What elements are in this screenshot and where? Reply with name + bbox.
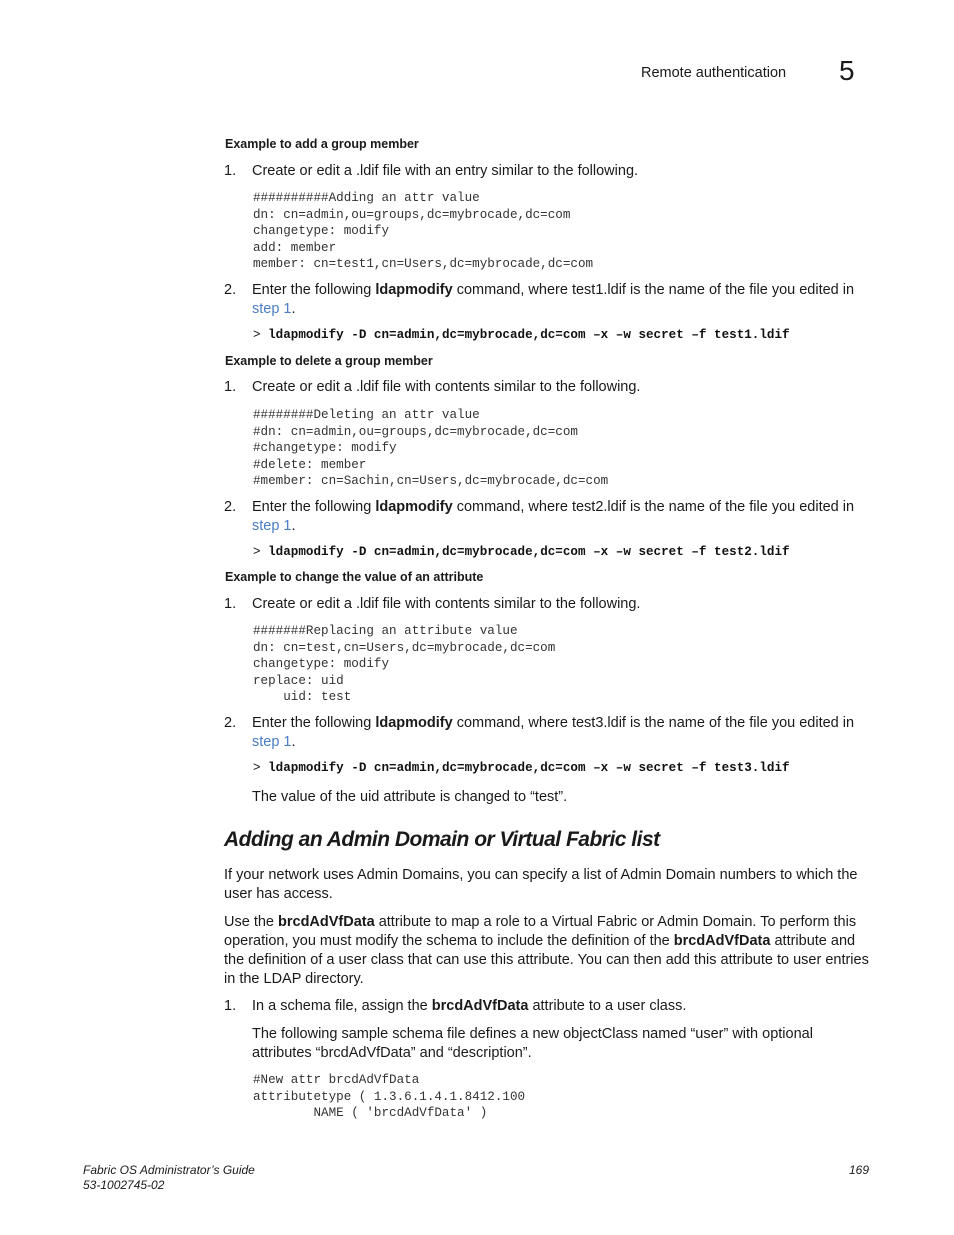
list-item-text: Create or edit a .ldif file with an entry similar to the following. (252, 163, 639, 179)
list-item-text: Create or edit a .ldif file with contents similar to the following. (252, 379, 641, 395)
list-item-text: Create or edit a .ldif file with contents similar to the following. (252, 596, 641, 612)
step-text: Enter the following (252, 499, 376, 515)
list-number: 1. (224, 163, 237, 179)
list-number: 2. (224, 715, 237, 731)
step-text: command, where test2.ldif is the name of the file you edited in (452, 499, 855, 515)
list-number: 1. (224, 596, 237, 612)
step-1-link[interactable]: step 1 (252, 734, 292, 750)
command-line (253, 328, 790, 342)
step-text: command, where test1.ldif is the name of the file you edited in (452, 282, 855, 298)
command-text: ldapmodify -D cn=admin,dc=mybrocade,dc=com –x –w secret –f test1.ldif (268, 328, 790, 342)
list-number: 2. (224, 499, 237, 515)
list-item (224, 162, 869, 181)
para-text: Use the (224, 914, 278, 930)
code-block: #######Replacing an attribute value dn: cn=test,cn=Users,dc=mybrocade,dc=com changetype: modify replace: uid uid: test (253, 624, 556, 705)
paragraph: If your network uses Admin Domains, you can specify a list of Admin Domain numbers to which the user has access. (224, 867, 858, 902)
attribute-name: brcdAdVfData (431, 998, 529, 1014)
list-item (224, 997, 869, 1016)
paragraph (224, 913, 869, 989)
step-1-link[interactable]: step 1 (252, 518, 292, 534)
para-text: attribute to map a role to a Virtual Fabric or Admin Domain. To perform this operation, you must modify the schema to include the definition of the (224, 914, 857, 949)
prompt: > (253, 545, 261, 559)
footer-guide-title: Fabric OS Administrator’s Guide (83, 1163, 255, 1177)
code-block: ########Deleting an attr value #dn: cn=admin,ou=groups,dc=mybrocade,dc=com #changetype: modify #delete: member #member: cn=Sachin,cn=Users,dc=mybrocade,dc=com (253, 408, 609, 489)
step-1-link[interactable]: step 1 (252, 301, 292, 317)
step-text: command, where test3.ldif is the name of the file you edited in (452, 715, 855, 731)
command-line (253, 545, 790, 559)
list-item (224, 498, 869, 536)
step-text: In a schema file, assign the (252, 998, 432, 1014)
attribute-name: brcdAdVfData (278, 914, 375, 930)
list-item (224, 714, 869, 752)
prompt: > (253, 328, 261, 342)
page-number: 169 (849, 1163, 870, 1177)
step-note: The following sample schema file defines a new objectClass named “user” with optional attributes “brcdAdVfData” and “description”. (252, 1026, 813, 1061)
period: . (291, 301, 296, 317)
step-text: Enter the following (252, 282, 376, 298)
para-text: attribute and the definition of a user class that can use this attribute. You can then add this attribute to user entries in the LDAP directory. (224, 933, 869, 987)
list-item (224, 595, 869, 614)
command-name: ldapmodify (375, 499, 453, 515)
example-heading-add-member: Example to add a group member (225, 137, 419, 151)
period: . (291, 734, 296, 750)
attribute-name: brcdAdVfData (673, 933, 771, 949)
step-text: Enter the following (252, 715, 376, 731)
list-number: 2. (224, 282, 237, 298)
command-text: ldapmodify -D cn=admin,dc=mybrocade,dc=com –x –w secret –f test2.ldif (268, 545, 790, 559)
prompt: > (253, 761, 261, 775)
example-heading-change-attribute: Example to change the value of an attribute (225, 570, 484, 584)
list-number: 1. (224, 998, 237, 1014)
section-title: Adding an Admin Domain or Virtual Fabric list (224, 828, 660, 851)
step-text: attribute to a user class. (528, 998, 687, 1014)
footer-doc-number: 53-1002745-02 (83, 1178, 165, 1192)
command-name: ldapmodify (375, 715, 453, 731)
list-number: 1. (224, 379, 237, 395)
example-heading-delete-member: Example to delete a group member (225, 354, 433, 368)
list-item (224, 378, 869, 397)
code-block: ##########Adding an attr value dn: cn=admin,ou=groups,dc=mybrocade,dc=com changetype: modify add: member member: cn=test1,cn=Users,dc=mybrocade,dc=com (253, 191, 594, 272)
command-line (253, 761, 790, 775)
code-block: #New attr brcdAdVfData attributetype ( 1.3.6.1.4.1.8412.100 NAME ( 'brcdAdVfData' ) (253, 1073, 526, 1121)
running-header-title: Remote authentication (641, 65, 787, 81)
command-name: ldapmodify (375, 282, 453, 298)
result-text: The value of the uid attribute is changed to “test”. (252, 789, 568, 805)
period: . (291, 518, 296, 534)
chapter-number: 5 (839, 55, 855, 86)
command-text: ldapmodify -D cn=admin,dc=mybrocade,dc=com –x –w secret –f test3.ldif (268, 761, 790, 775)
list-item (224, 281, 869, 319)
